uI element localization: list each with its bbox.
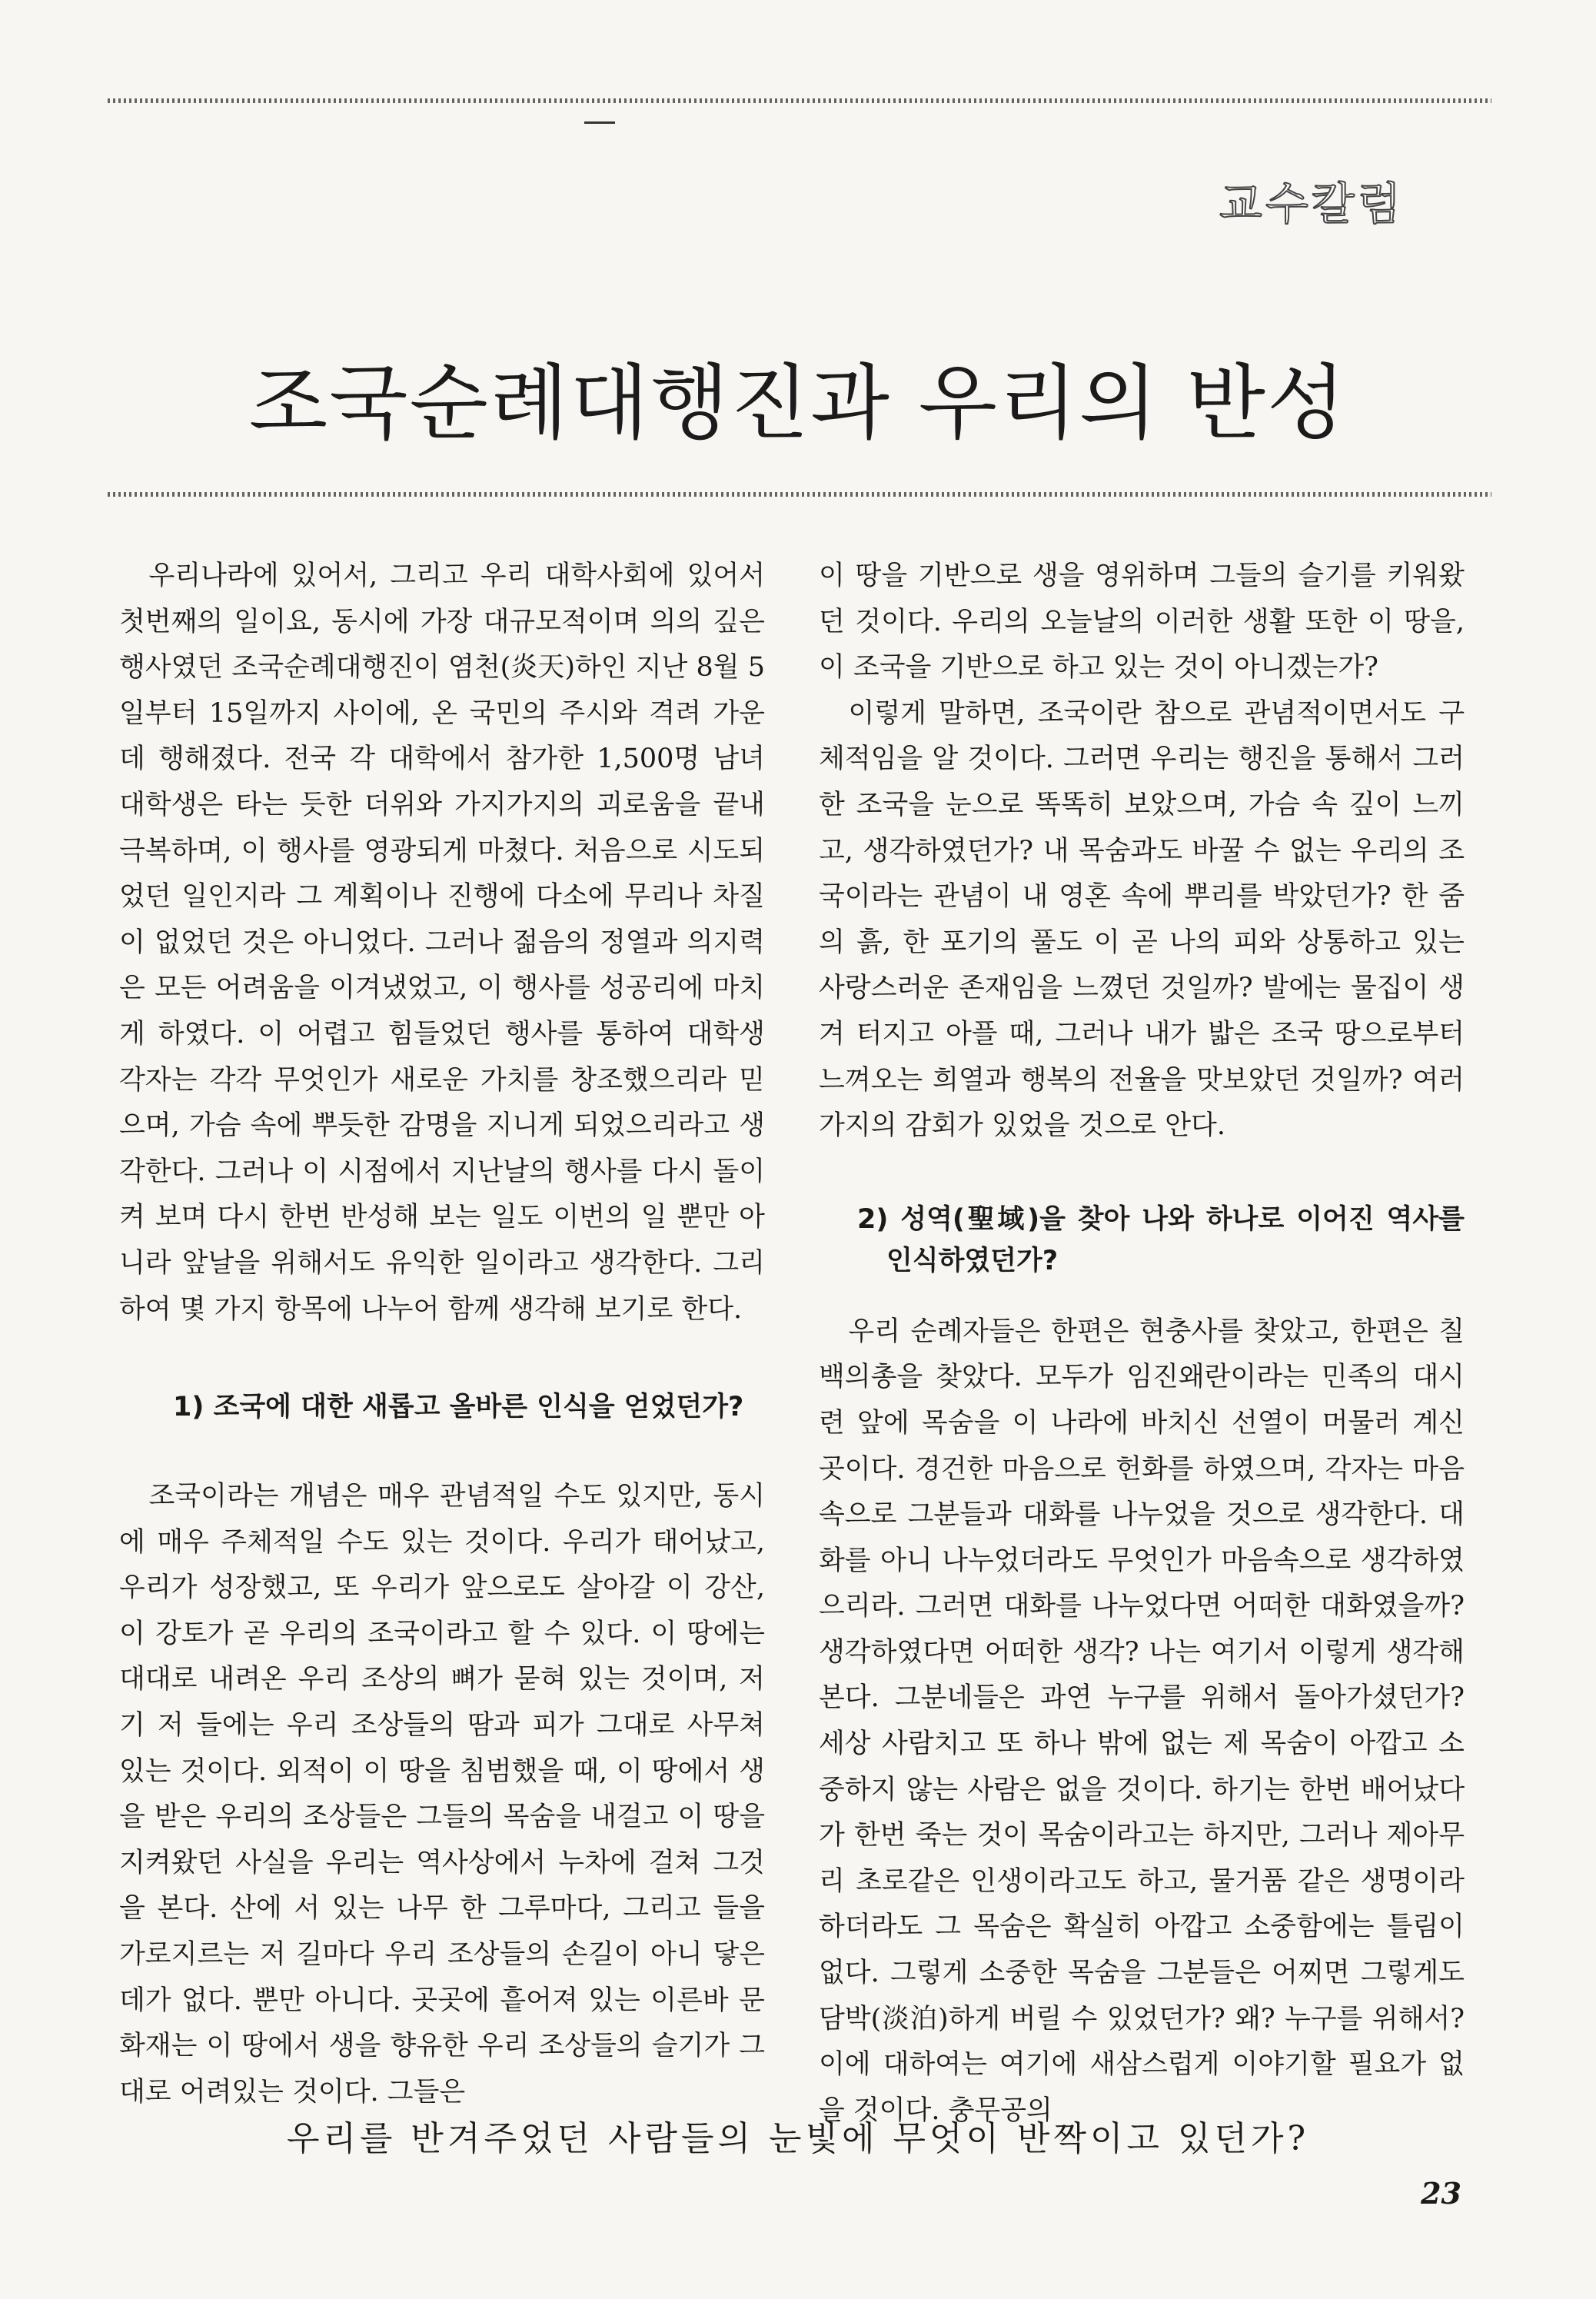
column-label: 교수칼럼 xyxy=(1219,178,1404,230)
small-mark xyxy=(584,121,615,124)
right-paragraph-2: 이렇게 말하면, 조국이란 참으로 관념적이면서도 구체적임을 알 것이다. 그러면 우리는 행진을 통해서 그러한 조국을 눈으로 똑똑히 보았으며, 가슴 속 깊이 느끼고, 생각하였던가? 내 목숨과도 바꿀 수 없는 우리의 조국이라는 관념이 내 영혼 속에 뿌리를 박았던가? 한 줌의 흙, 한 포기의 풀도 이 곧 나의 피와 상통하고 있는 사랑스러운 존재임을 느꼈던 것일까? 발에는 물집이 생겨 터지고 아플 때, 그러나 내가 밟은 조국 땅으로부터 느껴오는 희열과 행복의 전율을 맛보았던 것일까? 여러가지의 감회가 있었을 것으로 안다. xyxy=(819,697,1465,1142)
article-title: 조국순례대행진과 우리의 반성 xyxy=(248,356,1348,451)
left-paragraph-2: 조국이라는 개념은 매우 관념적일 수도 있지만, 동시에 매우 주체적일 수도 있는 것이다. 우리가 태어났고, 우리가 성장했고, 또 우리가 앞으로도 살아갈 이 강산, 이 강토가 곧 우리의 조국이라고 할 수 있다. 이 땅에는 대대로 내려온 우리 조상의 뼈가 묻혀 있는 것이며, 저기 저 들에는 우리 조상들의 땀과 피가 그대로 사무쳐 있는 것이다. 외적이 이 땅을 침범했을 때, 이 땅에서 생을 받은 우리의 조상들은 그들의 목숨을 내걸고 이 땅을 지켜왔던 사실을 우리는 역사상에서 누차에 걸쳐 그것을 본다. 산에 서 있는 나무 한 그루마다, 그리고 들을 가로지르는 저 길마다 우리 조상들의 손길이 아니 닿은 데가 없다. 뿐만 아니다. 곳곳에 흩어져 있는 이른바 문화재는 이 땅에서 생을 향유한 우리 조상들의 슬기가 그대로 어려있는 것이다. 그들은 xyxy=(119,1481,765,2108)
section-heading-1: 1) 조국에 대한 새롭고 올바른 인식을 얻었던가? xyxy=(173,1392,744,1423)
right-paragraph-1: 이 땅을 기반으로 생을 영위하며 그들의 슬기를 키워왔던 것이다. 우리의 오늘날의 이러한 생활 또한 이 땅을, 이 조국을 기반으로 하고 있는 것이 아니겠는가? xyxy=(819,561,1465,684)
right-column xyxy=(819,554,1465,2134)
title-dotted-rule xyxy=(108,492,1491,497)
page-number: 23 xyxy=(1421,2176,1461,2211)
section-heading-2: 2) 성역(聖域)을 찾아 나와 하나로 이어진 역사를 인식하였던가? xyxy=(857,1203,1465,1276)
bottom-caption: 우리를 반겨주었던 사람들의 눈빛에 무엇이 반짝이고 있던가? xyxy=(286,2119,1310,2158)
top-dotted-rule xyxy=(108,98,1491,103)
left-column xyxy=(119,554,765,2115)
left-paragraph-1: 우리나라에 있어서, 그리고 우리 대학사회에 있어서 첫번째의 일이요, 동시에 가장 대규모적이며 의의 깊은 행사였던 조국순례대행진이 염천(炎天)하인 지난 8월 5일부터 15일까지 사이에, 온 국민의 주시와 격려 가운데 행해졌다. 전국 각 대학에서 참가한 1,500명 남녀 대학생은 타는 듯한 더위와 가지가지의 괴로움을 끝내 극복하며, 이 행사를 영광되게 마쳤다. 처음으로 시도되었던 일인지라 그 계획이나 진행에 다소에 무리나 차질이 없었던 것은 아니었다. 그러나 젊음의 정열과 의지력은 모든 어려움을 이겨냈었고, 이 행사를 성공리에 마치게 하였다. 이 어렵고 힘들었던 행사를 통하여 대학생 각자는 각각 무엇인가 새로운 가치를 창조했으리라 믿으며, 가슴 속에 뿌듯한 감명을 지니게 되었으리라고 생각한다. 그러나 이 시점에서 지난날의 행사를 다시 돌이켜 보며 다시 한번 반성해 보는 일도 이번의 일 뿐만 아니라 앞날을 위해서도 유익한 일이라고 생각한다. 그리하여 몇 가지 항목에 나누어 함께 생각해 보기로 한다. xyxy=(119,561,765,1325)
right-paragraph-3: 우리 순례자들은 한편은 현충사를 찾았고, 한편은 칠백의총을 찾았다. 모두가 임진왜란이라는 민족의 대시련 앞에 목숨을 이 나라에 바치신 선열이 머물러 계신 곳이다. 경건한 마음으로 헌화를 하였으며, 각자는 마음속으로 그분들과 대화를 나누었을 것으로 생각한다. 대화를 아니 나누었더라도 무엇인가 마음속으로 생각하였으리라. 그러면 대화를 나누었다면 어떠한 대화였을까? 생각하였다면 어떠한 생각? 나는 여기서 이렇게 생각해 본다. 그분네들은 과연 누구를 위해서 돌아가셨던가? 세상 사람치고 또 하나 밖에 없는 제 목숨이 아깝고 소중하지 않는 사람은 없을 것이다. 하기는 한번 배어났다가 한번 죽는 것이 목숨이라고는 하지만, 그러나 제아무리 초로같은 인생이라고도 하고, 물거품 같은 생명이라 하더라도 그 목숨은 확실히 아깝고 소중함에는 틀림이 없다. 그렇게 소중한 목숨을 그분들은 어찌면 그렇게도 담박(淡泊)하게 버릴 수 있었던가? 왜? 누구를 위해서? 이에 대하여는 여기에 새삼스럽게 이야기할 필요가 없을 것이다. 충무공의 xyxy=(819,1316,1465,2126)
